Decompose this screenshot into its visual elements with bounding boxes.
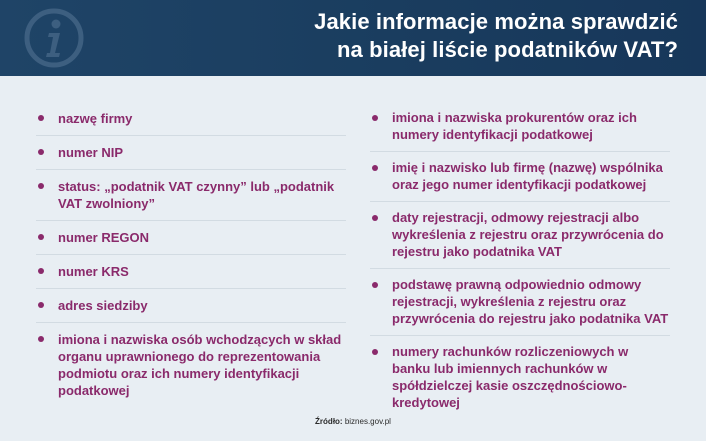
source-note bbox=[0, 417, 706, 426]
list-item: imiona i nazwiska prokurentów oraz ich numery identyfikacji podatkowej bbox=[370, 102, 670, 151]
list-item: imię i nazwisko lub firmę (nazwę) wspólnika oraz jego numer identyfikacji podatkowej bbox=[370, 151, 670, 201]
list-item: numer REGON bbox=[36, 220, 346, 254]
title-line-2: na białej liście podatników VAT? bbox=[337, 37, 678, 62]
list-item: status: „podatnik VAT czynny” lub „podatnik VAT zwolniony” bbox=[36, 169, 346, 220]
list-item: imiona i nazwiska osób wchodzących w skład organu uprawnionego do reprezentowania podmiotu oraz ich numery identyfikacji podatkowej bbox=[36, 322, 346, 407]
right-list bbox=[370, 102, 670, 419]
list-item: adres siedziby bbox=[36, 288, 346, 322]
source-label: Źródło: bbox=[315, 417, 343, 426]
header-banner bbox=[0, 0, 706, 76]
info-icon bbox=[22, 6, 86, 70]
list-item: numer KRS bbox=[36, 254, 346, 288]
left-list bbox=[36, 102, 346, 407]
source-value: biznes.gov.pl bbox=[344, 417, 391, 426]
list-item: podstawę prawną odpowiednio odmowy rejestracji, wykreślenia z rejestru oraz przywrócenia do rejestru jako podatnika VAT bbox=[370, 268, 670, 335]
list-item: daty rejestracji, odmowy rejestracji albo wykreślenia z rejestru oraz przywrócenia do rejestru jako podatnika VAT bbox=[370, 201, 670, 268]
page-title bbox=[158, 8, 678, 64]
list-item: numer NIP bbox=[36, 135, 346, 169]
title-line-1: Jakie informacje można sprawdzić bbox=[314, 9, 678, 34]
list-item: numery rachunków rozliczeniowych w banku lub imiennych rachunków w spółdzielczej kasie oszczędnościowo-kredytowej bbox=[370, 335, 670, 419]
list-item: nazwę firmy bbox=[36, 102, 346, 135]
